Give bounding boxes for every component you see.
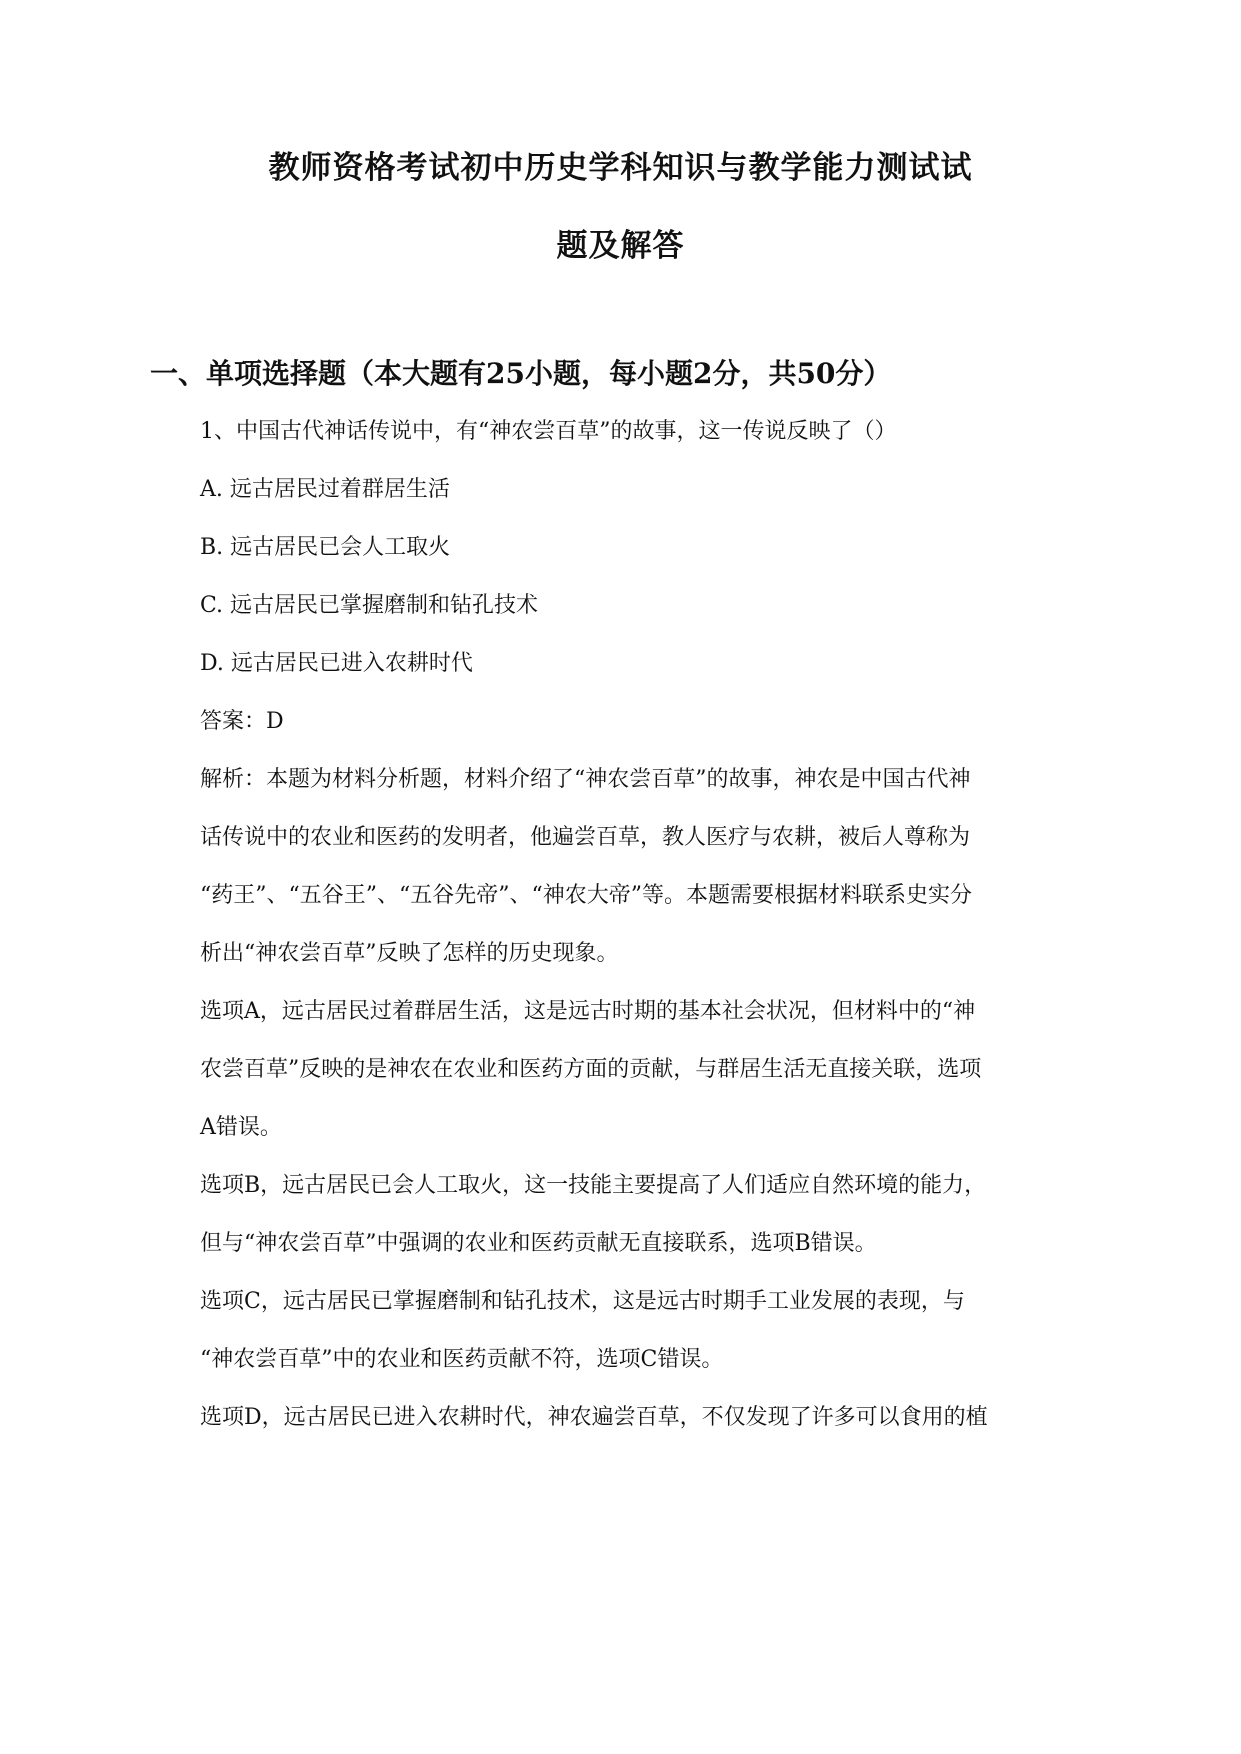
analysis-line: 农尝百草”反映的是神农在农业和医药方面的贡献，与群居生活无直接关联，选项	[200, 1057, 982, 1082]
analysis-line: 解析：本题为材料分析题，材料介绍了“神农尝百草”的故事，神农是中国古代神	[200, 767, 971, 792]
analysis-line: 话传说中的农业和医药的发明者，他遍尝百草，教人医疗与农耕，被后人尊称为	[200, 825, 971, 850]
answer-line: 答案：D	[200, 709, 284, 734]
analysis-line: 选项C，远古居民已掌握磨制和钻孔技术，这是远古时期手工业发展的表现，与	[200, 1289, 965, 1314]
analysis-line: 析出“神农尝百草”反映了怎样的历史现象。	[200, 941, 619, 966]
section-heading: 一、单项选择题（本大题有25小题，每小题2分，共50分）	[150, 357, 892, 390]
analysis-line: “药王”、“五谷王”、“五谷先帝”、“神农大帝”等。本题需要根据材料联系史实分	[200, 883, 972, 908]
option-b: B. 远古居民已会人工取火	[200, 535, 451, 560]
analysis-line: 选项D，远古居民已进入农耕时代，神农遍尝百草，不仅发现了许多可以食用的植	[200, 1405, 988, 1430]
analysis-line: A错误。	[200, 1115, 282, 1140]
analysis-line: 选项A，远古居民过着群居生活，这是远古时期的基本社会状况，但材料中的“神	[200, 999, 976, 1024]
analysis-line: 但与“神农尝百草”中强调的农业和医药贡献无直接联系，选项B错误。	[200, 1231, 877, 1256]
analysis-line: 选项B，远古居民已会人工取火，这一技能主要提高了人们适应自然环境的能力，	[200, 1173, 987, 1198]
document-title-line-1: 教师资格考试初中历史学科知识与教学能力测试试	[268, 150, 973, 186]
document-title-line-2: 题及解答	[556, 228, 685, 264]
option-c: C. 远古居民已掌握磨制和钻孔技术	[200, 593, 539, 618]
option-d: D. 远古居民已进入农耕时代	[200, 651, 473, 676]
question-stem: 1、中国古代神话传说中，有“神农尝百草”的故事，这一传说反映了（）	[200, 419, 897, 444]
option-a: A. 远古居民过着群居生活	[200, 477, 450, 502]
analysis-line: “神农尝百草”中的农业和医药贡献不符，选项C错误。	[200, 1347, 724, 1372]
